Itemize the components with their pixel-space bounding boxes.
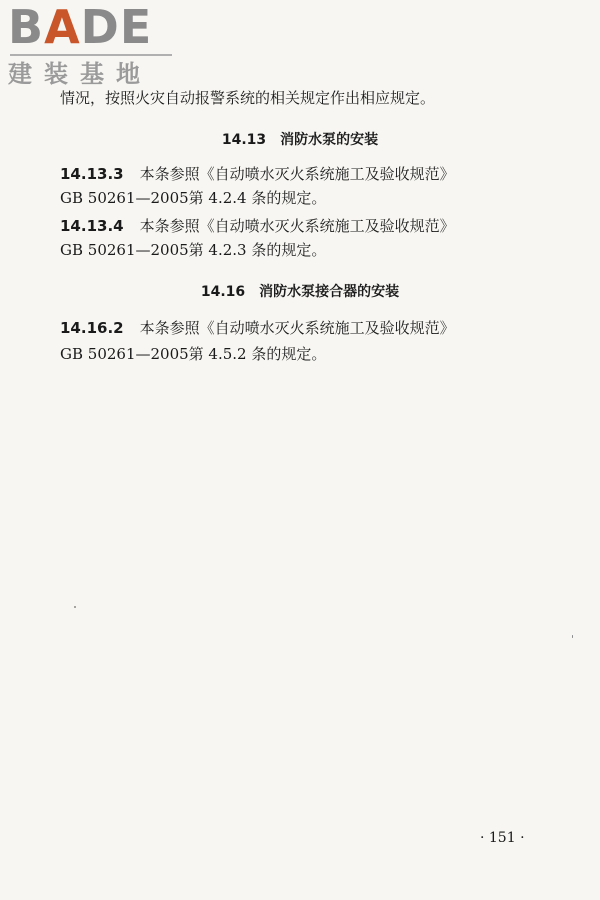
- clause-number: 14.13.3: [60, 165, 124, 183]
- logo-accent-letter: A: [44, 0, 81, 54]
- section-heading-14-13: [0, 130, 600, 150]
- clause-14-13-3-line2: GB 50261—2005第 4.2.4 条的规定。: [60, 189, 327, 207]
- logo-wordmark: BADE: [8, 0, 153, 54]
- clause-text: 本条参照《自动喷水灭火系统施工及验收规范》: [139, 165, 455, 183]
- section-heading-14-16: [0, 282, 600, 302]
- section-title: 消防水泵接合器的安装: [259, 284, 400, 300]
- clause-number: 14.13.4: [60, 217, 124, 235]
- section-number: 14.16: [200, 284, 246, 300]
- clause-14-13-4-line1: [60, 216, 455, 236]
- clause-number: 14.16.2: [60, 319, 124, 337]
- scan-speck: [74, 606, 76, 608]
- clause-14-16-2-line2: GB 50261—2005第 4.5.2 条的规定。: [60, 345, 327, 363]
- section-title: 消防水泵的安装: [280, 132, 379, 148]
- clause-14-13-4-line2: GB 50261—2005第 4.2.3 条的规定。: [60, 241, 327, 259]
- section-number: 14.13: [221, 132, 267, 148]
- logo-divider: [10, 54, 172, 56]
- logo-chinese-text: 建装基地: [8, 60, 152, 88]
- watermark-logo: [8, 2, 178, 86]
- scan-speck: [572, 635, 573, 638]
- clause-text: 本条参照《自动喷水灭火系统施工及验收规范》: [139, 319, 455, 337]
- clause-14-16-2-line1: [60, 318, 455, 338]
- intro-line: 情况，按照火灾自动报警系统的相关规定作出相应规定。: [60, 89, 436, 107]
- clause-text: 本条参照《自动喷水灭火系统施工及验收规范》: [139, 217, 455, 235]
- page-number: · 151 ·: [480, 830, 525, 846]
- clause-14-13-3-line1: [60, 164, 455, 184]
